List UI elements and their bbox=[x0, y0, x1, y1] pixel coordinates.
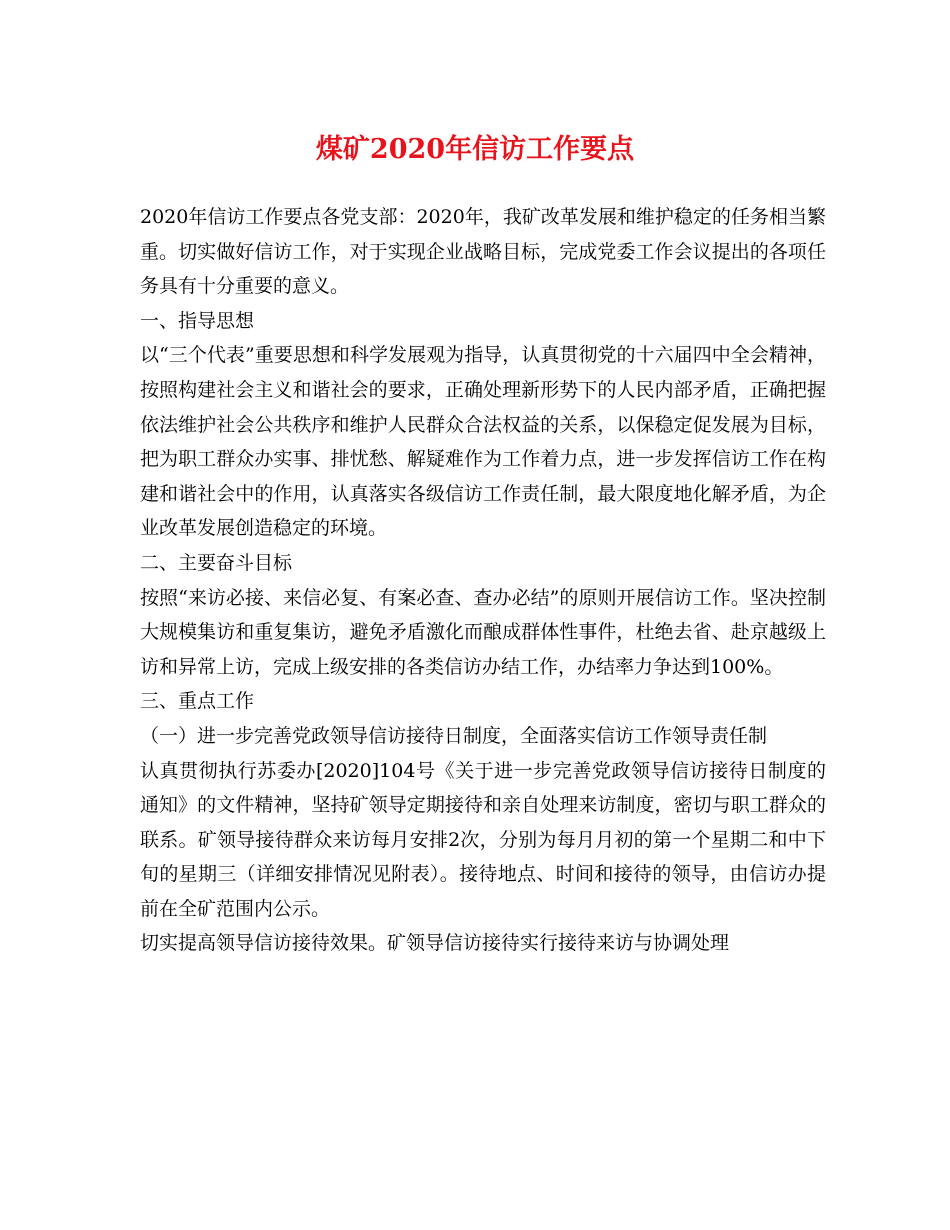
section-heading-key-work: 三、重点工作 bbox=[140, 690, 255, 713]
section-heading-guiding-ideology: 一、指导思想 bbox=[140, 309, 255, 332]
paragraph-guiding-ideology: 以“三个代表”重要思想和科学发展观为指导，认真贯彻党的十六届四中全会精神，按照构建社会主义和谐社会的要求，正确处理新形势下的人民内部矛盾，正确把握依法维护社会公共秩序和维护人民群众合法权益的关系，以保稳定促发展为目标，把为职工群众办实事、排忧愁、解疑难作为工作着力点，进一步发挥信访工作在构建和谐社会中的作用，认真落实各级信访工作责任制，最大限度地化解矛盾，为企业改革发展创造稳定的环境。 bbox=[140, 344, 826, 540]
document-title: 煤矿2020年信访工作要点 bbox=[315, 134, 635, 165]
paragraph-intro: 2020年信访工作要点各党支部：2020年，我矿改革发展和维护稳定的任务相当繁重。切实做好信访工作，对于实现企业战略目标，完成党委工作会议提出的各项任务具有十分重要的意义。 bbox=[140, 206, 826, 298]
document-body bbox=[140, 200, 826, 961]
section-heading-main-goals: 二、主要奋斗目标 bbox=[140, 551, 293, 574]
paragraph-main-goals: 按照“来访必接、来信必复、有案必查、查办必结”的原则开展信访工作。坚决控制大规模集访和重复集访，避免矛盾激化而酿成群体性事件，杜绝去省、赴京越级上访和异常上访，完成上级安排的各类信访办结工作，办结率力争达到100%。 bbox=[140, 586, 826, 678]
subsection-heading-1: （一）进一步完善党政领导信访接待日制度，全面落实信访工作领导责任制 bbox=[140, 724, 768, 747]
paragraph-reception-effect: 切实提高领导信访接待效果。矿领导信访接待实行接待来访与协调处理 bbox=[140, 932, 730, 955]
paragraph-reception-system: 认真贯彻执行苏委办[2020]104号《关于进一步完善党政领导信访接待日制度的通知》的文件精神，坚持矿领导定期接待和亲自处理来访制度，密切与职工群众的联系。矿领导接待群众来访每月安排2次，分别为每月月初的第一个星期二和中下旬的星期三（详细安排情况见附表）。接待地点、时间和接待的领导，由信访办提前在全矿范围内公示。 bbox=[140, 759, 826, 920]
